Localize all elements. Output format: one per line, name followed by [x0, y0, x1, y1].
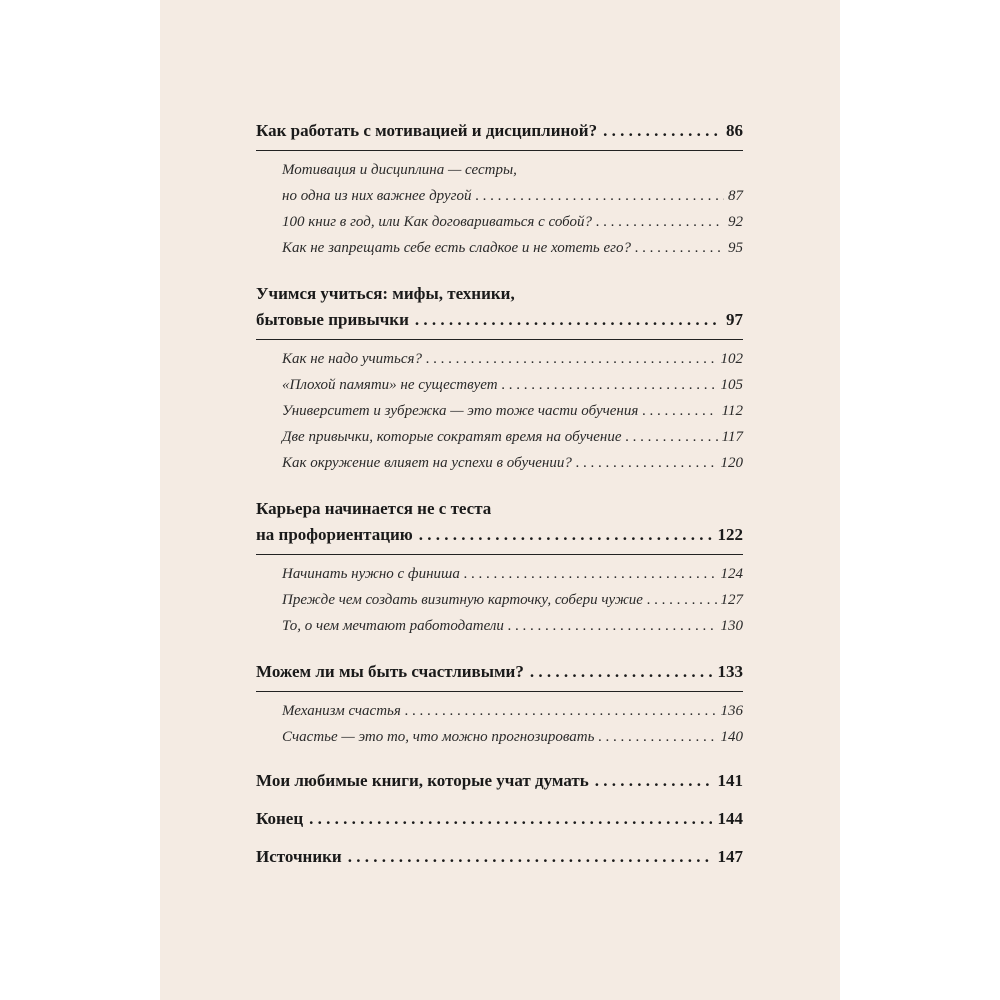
toc-subentry[interactable]: [282, 450, 743, 476]
toc-chapter-line: [256, 118, 743, 144]
toc-page-number: 144: [717, 809, 743, 828]
toc-subentry[interactable]: [282, 613, 743, 639]
toc-subentry-line: [282, 613, 743, 639]
toc-subentry[interactable]: [282, 698, 743, 724]
toc-chapter-title: Можем ли мы быть счастливыми?: [256, 662, 524, 681]
toc-subentry-title: 100 книг в год, или Как договариваться с собой?: [282, 214, 592, 230]
toc-subentry-title: но одна из них важнее другой: [282, 188, 472, 204]
toc-subentry[interactable]: [282, 587, 743, 613]
toc-page-number: 92: [728, 214, 743, 230]
dot-leader: [419, 522, 712, 548]
toc-subentry-title: Как не надо учиться?: [282, 351, 422, 367]
toc-section: [256, 806, 743, 832]
toc-chapter-entry[interactable]: [256, 659, 743, 692]
toc-chapter-entry[interactable]: [256, 496, 743, 555]
dot-leader: [530, 659, 712, 685]
toc-chapter-title: Карьера начинается не с теста: [256, 499, 492, 518]
toc-subentries: [256, 698, 743, 750]
dot-leader: [348, 844, 712, 870]
dot-leader: [415, 307, 720, 333]
toc-subentry-title: Мотивация и дисциплина — сестры,: [282, 162, 517, 178]
toc-subentry-title: Счастье — это то, что можно прогнозировать: [282, 729, 595, 745]
toc-page-number: 112: [721, 403, 743, 419]
toc-chapter-title: Учимся учиться: мифы, техники,: [256, 284, 515, 303]
toc-subentry[interactable]: [282, 157, 743, 209]
toc-chapter-line: [256, 281, 743, 307]
toc-subentry-title: Как не запрещать себе есть сладкое и не хотеть его?: [282, 240, 632, 256]
toc-section: [256, 844, 743, 870]
dot-leader: [642, 398, 717, 424]
toc-subentry-line: [282, 398, 743, 424]
toc-section: [256, 496, 743, 639]
toc-page-number: 117: [721, 429, 743, 445]
toc-chapter-title: Конец: [256, 809, 304, 828]
toc-page-number: 86: [726, 121, 743, 140]
toc-subentry-line: [282, 424, 743, 450]
toc-subentry-line: [282, 698, 743, 724]
toc-page-number: 95: [728, 240, 743, 256]
toc-chapter-line: [256, 806, 743, 832]
toc-chapter-line: [256, 768, 743, 794]
toc-chapter-entry[interactable]: [256, 806, 743, 832]
toc-subentry[interactable]: [282, 209, 743, 235]
dot-leader: [603, 118, 720, 144]
dot-leader: [309, 806, 711, 832]
toc-subentry[interactable]: [282, 235, 743, 261]
dot-leader: [508, 613, 717, 639]
toc-subentries: [256, 561, 743, 639]
toc-subentry-line: [282, 450, 743, 476]
toc-chapter-line: [256, 522, 743, 548]
toc-subentry-title: «Плохой памяти» не существует: [282, 377, 498, 393]
book-page: [160, 0, 840, 1000]
toc-page-number: 97: [726, 310, 743, 329]
toc-subentry-title: То, о чем мечтают работодатели: [282, 618, 504, 634]
toc-chapter-title: на профориентацию: [256, 525, 413, 544]
toc-section: [256, 768, 743, 794]
dot-leader: [476, 183, 725, 209]
toc-subentry[interactable]: [282, 372, 743, 398]
toc-subentry-line: [282, 235, 743, 261]
toc-page-number: 147: [717, 847, 743, 866]
toc-subentry-line: [282, 561, 743, 587]
dot-leader: [502, 372, 717, 398]
toc-section: [256, 281, 743, 476]
toc-chapter-line: [256, 659, 743, 685]
toc-subentry-line: [282, 157, 743, 183]
toc-subentry-line: [282, 209, 743, 235]
dot-leader: [598, 724, 716, 750]
toc-chapter-entry[interactable]: [256, 768, 743, 794]
toc-subentry[interactable]: [282, 724, 743, 750]
toc-chapter-title: бытовые привычки: [256, 310, 409, 329]
toc-subentry-title: Две привычки, которые сократят время на обучение: [282, 429, 622, 445]
toc-page-number: 133: [717, 662, 743, 681]
toc-subentries: [256, 346, 743, 476]
dot-leader: [647, 587, 717, 613]
toc-subentry-title: Как окружение влияет на успехи в обучении?: [282, 455, 572, 471]
toc-page-number: 102: [720, 351, 743, 367]
toc-subentry[interactable]: [282, 424, 743, 450]
toc-chapter-line: [256, 844, 743, 870]
toc-chapter-entry[interactable]: [256, 281, 743, 340]
toc-chapter-line: [256, 496, 743, 522]
toc-page-number: 127: [720, 592, 743, 608]
toc-subentry-line: [282, 346, 743, 372]
dot-leader: [464, 561, 717, 587]
toc-chapter-entry[interactable]: [256, 118, 743, 151]
toc-chapter-title: Источники: [256, 847, 342, 866]
toc-subentry-title: Начинать нужно с финиша: [282, 566, 460, 582]
toc-subentries: [256, 157, 743, 261]
toc-page-number: 120: [720, 455, 743, 471]
toc-chapter-title: Как работать с мотивацией и дисциплиной?: [256, 121, 598, 140]
dot-leader: [635, 235, 724, 261]
toc-page-number: 130: [720, 618, 743, 634]
table-of-contents: [256, 118, 743, 870]
toc-subentry-title: Университет и зубрежка — это тоже части обучения: [282, 403, 639, 419]
toc-page-number: 136: [720, 703, 743, 719]
dot-leader: [596, 209, 724, 235]
toc-subentry[interactable]: [282, 346, 743, 372]
toc-section: [256, 659, 743, 750]
toc-page-number: 141: [717, 771, 743, 790]
toc-subentry-title: Прежде чем создать визитную карточку, собери чужие: [282, 592, 643, 608]
dot-leader: [595, 768, 712, 794]
toc-page-number: 122: [717, 525, 743, 544]
toc-page-number: 105: [720, 377, 743, 393]
toc-page-number: 140: [720, 729, 743, 745]
toc-subentry[interactable]: [282, 561, 743, 587]
dot-leader: [426, 346, 717, 372]
dot-leader: [405, 698, 717, 724]
toc-chapter-line: [256, 307, 743, 333]
toc-subentry-line: [282, 724, 743, 750]
toc-page-number: 87: [728, 188, 743, 204]
toc-subentry[interactable]: [282, 398, 743, 424]
toc-section: [256, 118, 743, 261]
toc-subentry-line: [282, 372, 743, 398]
toc-chapter-entry[interactable]: [256, 844, 743, 870]
dot-leader: [576, 450, 717, 476]
toc-page-number: 124: [720, 566, 743, 582]
toc-subentry-line: [282, 183, 743, 209]
toc-subentry-title: Механизм счастья: [282, 703, 401, 719]
dot-leader: [626, 424, 718, 450]
toc-subentry-line: [282, 587, 743, 613]
toc-chapter-title: Мои любимые книги, которые учат думать: [256, 771, 589, 790]
